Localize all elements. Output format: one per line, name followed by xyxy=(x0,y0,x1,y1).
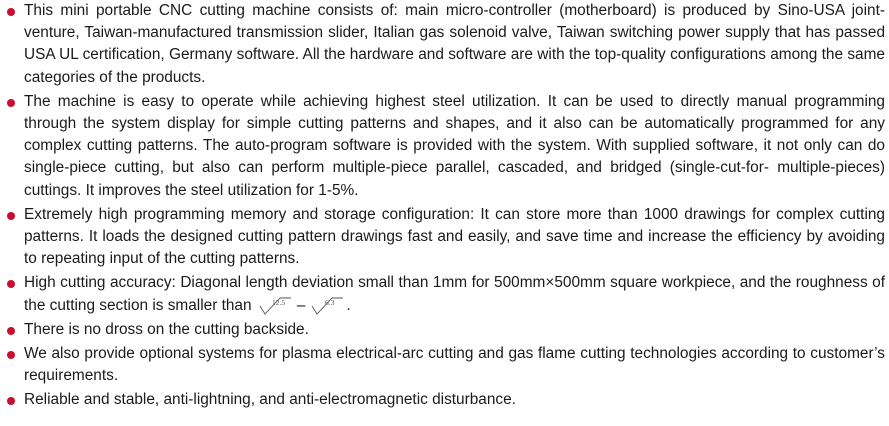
feature-text: Reliable and stable, anti-lightning, and anti-electromagnetic disturbance. xyxy=(24,391,516,409)
feature-item xyxy=(0,204,885,271)
bullet-icon xyxy=(7,397,15,405)
sentence-end: . xyxy=(346,296,351,314)
roughness-to-value: 6.3 xyxy=(325,297,335,307)
bullet-icon xyxy=(7,212,15,220)
bullet-icon xyxy=(7,280,15,288)
feature-item xyxy=(0,389,885,411)
feature-item xyxy=(0,343,885,387)
feature-item xyxy=(0,319,885,341)
roughness-symbol-icon xyxy=(258,297,292,315)
roughness-from-value: 12.5 xyxy=(271,297,285,307)
feature-text: This mini portable CNC cutting machine consists of: main micro-controller (motherboard) is produced by Sino-USA joint-venture, Taiwan-manufactured transmission slider, Italian gas solenoid valve, Taiwan switching power supply that has passed USA UL certification, Germany software. All the hardware and software are with the top-quality configurations among the same categories of the products. xyxy=(24,2,885,86)
feature-text: Extremely high programming memory and storage configuration: It can store more than 1000 drawings for complex cutting patterns. It loads the designed cutting pattern drawings fast and easily, and save time and increase the efficiency by avoiding to repeating input of the cutting patterns. xyxy=(24,205,885,268)
bullet-icon xyxy=(7,99,15,107)
feature-item xyxy=(0,272,885,316)
bullet-icon xyxy=(7,351,15,359)
roughness-symbol-icon xyxy=(310,297,344,315)
feature-text: The machine is easy to operate while achieving highest steel utilization. It can be used to directly manual programming through the system display for simple cutting patterns and shapes, and it also can be automatically programmed for any complex cutting patterns. The auto-program software is provided with the system. With supplied software, it not only can do single-piece cutting, but also can perform multiple-piece parallel, cascaded, and bridged (single-cut-for- multiple-pieces) cuttings. It improves the steel utilization for 1-5%. xyxy=(24,92,885,199)
feature-text: We also provide optional systems for plasma electrical-arc cutting and gas flame cutting technologies according to customer’s requirements. xyxy=(24,345,885,385)
feature-text: There is no dross on the cutting backside. xyxy=(24,320,309,338)
feature-item xyxy=(0,0,885,89)
bullet-icon xyxy=(7,8,15,16)
roughness-separator: – xyxy=(296,296,306,314)
bullet-icon xyxy=(7,327,15,335)
feature-text: High cutting accuracy: Diagonal length deviation small than 1mm for 500mm×500mm square workpiece, and the roughness of the cutting section is smaller than xyxy=(24,274,885,314)
feature-item xyxy=(0,91,885,202)
